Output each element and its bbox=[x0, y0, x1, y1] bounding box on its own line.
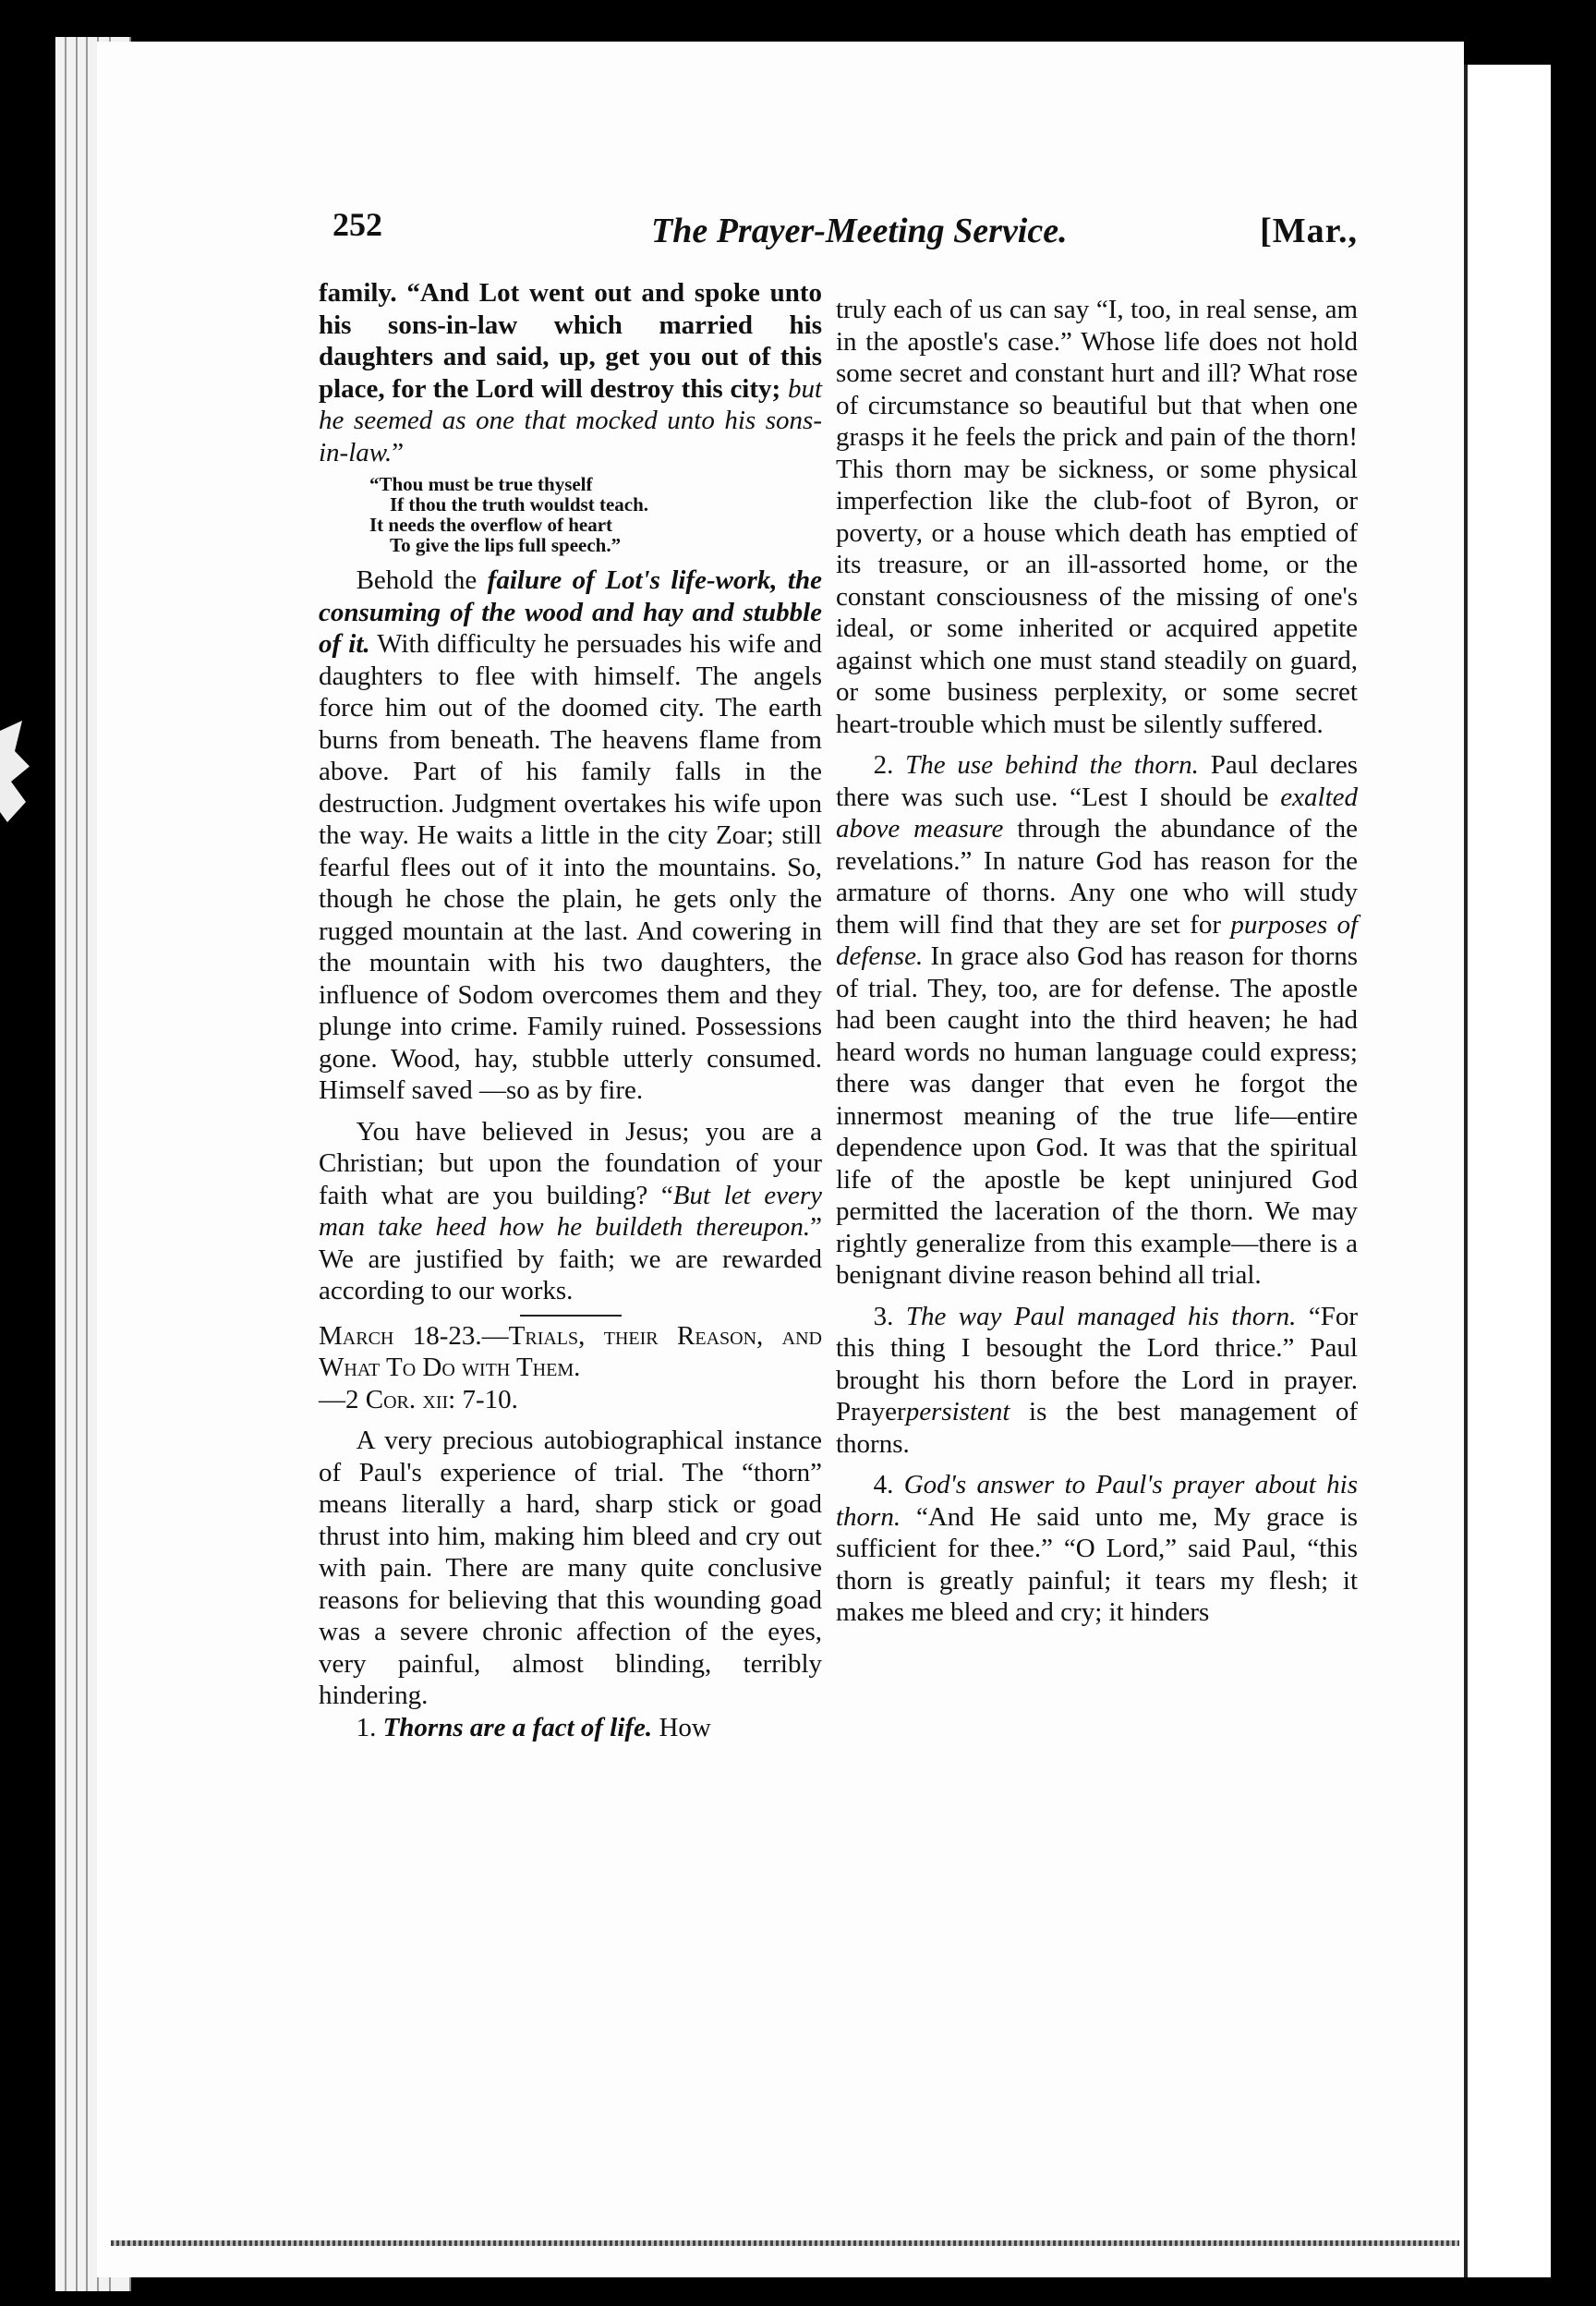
paragraph: 1. Thorns are a fact of life. How bbox=[356, 1712, 711, 1742]
page-header bbox=[332, 205, 1358, 270]
section-heading: March 18-23.—Trials, their Reason, and What To Do with Them. —2 Cor. xii: 7-10. bbox=[319, 1320, 822, 1414]
left-column bbox=[319, 277, 822, 1743]
paragraph: family. “And Lot went out and spoke unto his sons-in-law which married his daughters and said, up, get you out of this place, for the Lord will destroy this city; but he seemed as one that mocked unto his sons-in-law.” bbox=[319, 278, 822, 467]
facing-page-edge bbox=[1464, 65, 1551, 2277]
right-column bbox=[836, 294, 1358, 1629]
paragraph: truly each of us can say “I, too, in real sense, am in the apostle's case.” Whose life does not hold some secret and constant hurt and ill? What rose of circumstance so beautiful but that when one grasps it he feels the prick and pain of the thorn! This thorn may be sickness, or some physical imperfection like the club-foot of Byron, or poverty, or a house which death has emptied of its treasure, or an ill-assorted home, or the constant consciousness of the missing of one's ideal, or some inherited or acquired appetite against which one must stand steadily on guard, or some business perplexity, or some secret heart-trouble which must be silently suffered. bbox=[836, 295, 1358, 739]
poem-quote: “Thou must be true thyself If thou the truth wouldst teach. It needs the overflow of heart To give the lips full speech.” bbox=[369, 473, 649, 556]
paragraph: You have believed in Jesus; you are a Christian; but upon the foundation of your faith what are you building? “But let every man take heed how he buildeth thereupon.” We are justified by faith; we are rewarded according to our works. bbox=[319, 1116, 822, 1305]
running-month: [Mar., bbox=[1260, 212, 1358, 250]
paragraph: 2. The use behind the thorn. Paul declares there was such use. “Lest I should be exalted above measure through the abundance of the revelations.” In nature God has reason for the armature of thorns. Any one who will study them will find that they are set for purposes of defense. In grace also God has reason for thorns of trial. They, too, are for defense. The apostle had been caught into the third heaven; he had heard words no human language could express; there was danger that even he forgot the innermost meaning of the true life—entire dependence upon God. It was that the spiritual life of the apostle be kept uninjured God permitted the laceration of the thorn. We may rightly generalize from this example—there is a benignant divine reason behind all trial. bbox=[836, 750, 1359, 1290]
bottom-page-edge bbox=[111, 2240, 1459, 2246]
divider-rule bbox=[520, 1315, 622, 1317]
paragraph: A very precious autobiographical instance of Paul's experience of trial. The “thorn” means literally a hard, sharp stick or goad thrust into him, making him bleed and cry out with pain. There are many quite conclusive reasons for believing that this wounding goad was a severe chronic affection of the eyes, very painful, almost blinding, terribly hindering. bbox=[319, 1426, 822, 1710]
paragraph: Behold the failure of Lot's life-work, the consuming of the wood and hay and stubble of it. With difficulty he persuades his wife and daughters to flee with himself. The angels force him out of the doomed city. The earth burns from beneath. The heavens flame from above. Part of his family falls in the destruction. Judgment overtakes his wife upon the way. He waits a little in the city Zoar; still fearful flees out of it into the mountains. So, though he chose the plain, he gets only the rugged mountain at the last. And cowering in the mountain with his two daughters, the influence of Sodom overcomes them and they plunge into crime. Family ruined. Possessions gone. Wood, hay, stubble utterly consumed. Himself saved —so as by fire. bbox=[319, 565, 822, 1105]
page-number: 252 bbox=[332, 206, 382, 243]
paragraph: 3. The way Paul managed his thorn. “For this thing I besought the Lord thrice.” Paul brought his thorn before the Lord in prayer. Prayerpersistent is the best management of thorns. bbox=[836, 1301, 1358, 1459]
paragraph: 4. God's answer to Paul's prayer about his thorn. “And He said unto me, My grace is sufficient for thee.” “O Lord,” said Paul, “this thorn is greatly painful; it tears my flesh; it makes me bleed and cry; it hinders bbox=[836, 1470, 1359, 1627]
torn-paper-fragment bbox=[0, 721, 37, 822]
running-title: The Prayer-Meeting Service. bbox=[651, 212, 1068, 250]
